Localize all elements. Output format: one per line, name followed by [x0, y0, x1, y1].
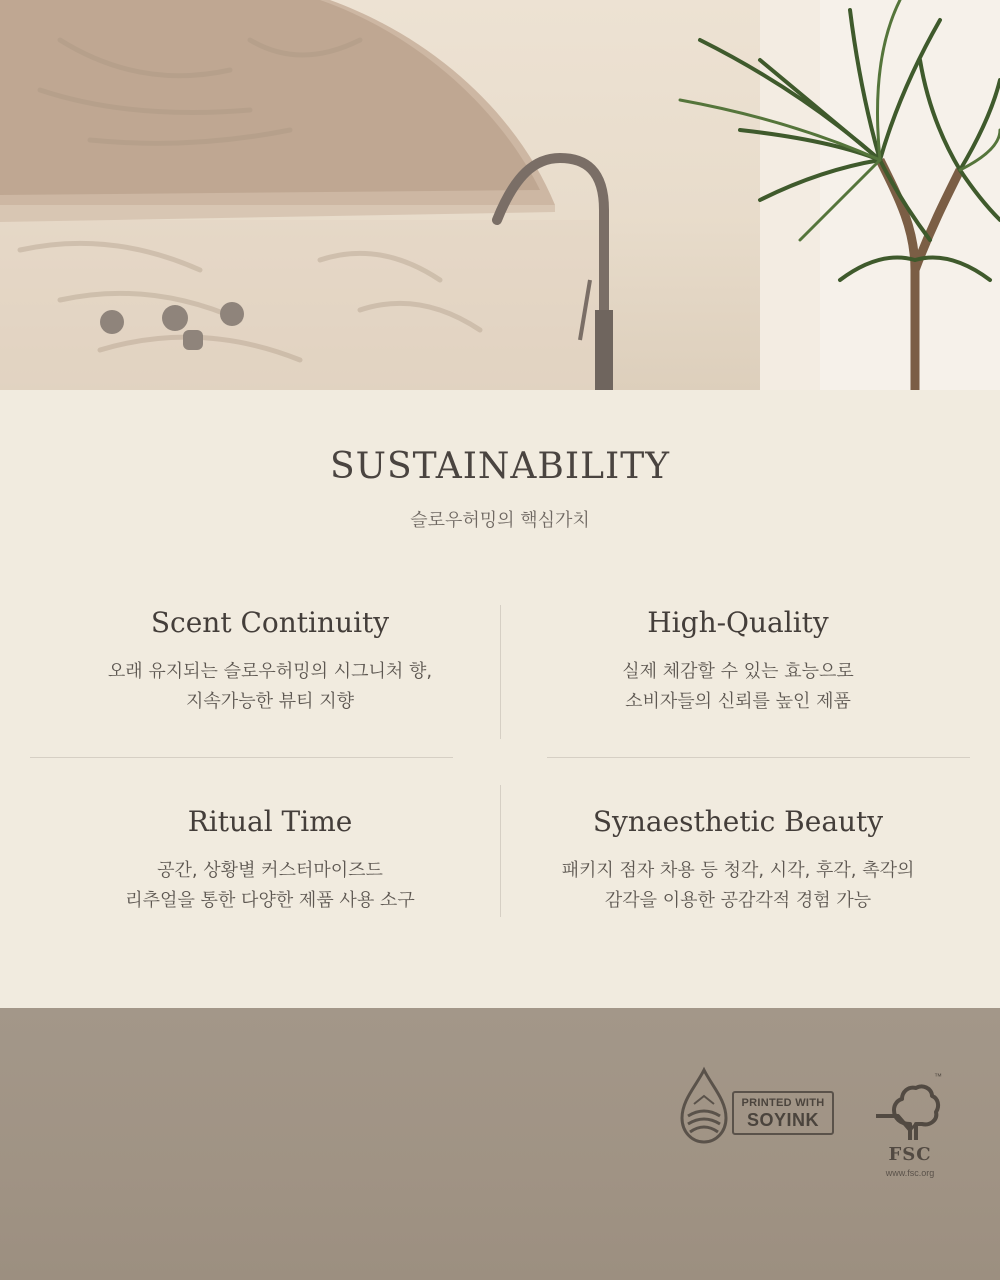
vertical-divider-top	[500, 605, 501, 739]
value-description-line: 패키지 점자 차용 등 청각, 시각, 후각, 촉각의	[561, 860, 915, 881]
fsc-tree-icon	[870, 1080, 950, 1142]
value-title: Scent Continuity	[150, 606, 390, 639]
value-title: Ritual Time	[187, 805, 353, 838]
soybean-drop-icon	[674, 1066, 734, 1150]
certification-footer	[0, 1008, 1000, 1280]
soyink-line2: SOYINK	[746, 1109, 819, 1130]
vertical-divider-bottom	[500, 785, 501, 917]
value-description	[40, 856, 500, 916]
fsc-url: www.fsc.org	[885, 1168, 935, 1178]
value-title: Synaesthetic Beauty	[592, 805, 884, 838]
value-card-high-quality	[508, 606, 968, 717]
fsc-label: FSC	[888, 1144, 932, 1165]
value-description	[508, 856, 968, 916]
section-subtitle: 슬로우허밍의 핵심가치	[410, 510, 590, 531]
value-description-line: 감각을 이용한 공감각적 경험 가능	[604, 890, 872, 911]
soyink-logo	[674, 1066, 838, 1150]
fsc-trademark: ™	[934, 1072, 942, 1081]
value-description-line: 지속가능한 뷰티 지향	[186, 691, 354, 712]
horizontal-divider-right	[547, 757, 970, 758]
values-panel	[0, 390, 1000, 1008]
value-description	[40, 657, 500, 717]
soyink-line1: PRINTED WITH	[741, 1096, 825, 1109]
value-description-line: 리추얼을 통한 다양한 제품 사용 소구	[125, 890, 415, 911]
value-card-ritual-time	[40, 805, 500, 916]
hero-photo	[0, 0, 1000, 390]
bathroom-scene-illustration	[0, 0, 1000, 390]
fsc-logo	[870, 1072, 950, 1190]
value-description-line: 공간, 상황별 커스터마이즈드	[157, 860, 383, 881]
value-card-scent-continuity	[40, 606, 500, 717]
soyink-text-box	[732, 1091, 834, 1135]
value-description-line: 오래 유지되는 슬로우허밍의 시그니처 향,	[107, 661, 433, 682]
section-title: SUSTAINABILITY	[329, 446, 670, 487]
value-description-line: 실제 체감할 수 있는 효능으로	[622, 661, 854, 682]
value-card-synaesthetic-beauty	[508, 805, 968, 916]
value-title: High-Quality	[647, 606, 829, 639]
value-description-line: 소비자들의 신뢰를 높인 제품	[625, 691, 851, 712]
value-description	[508, 657, 968, 717]
horizontal-divider-left	[30, 757, 453, 758]
